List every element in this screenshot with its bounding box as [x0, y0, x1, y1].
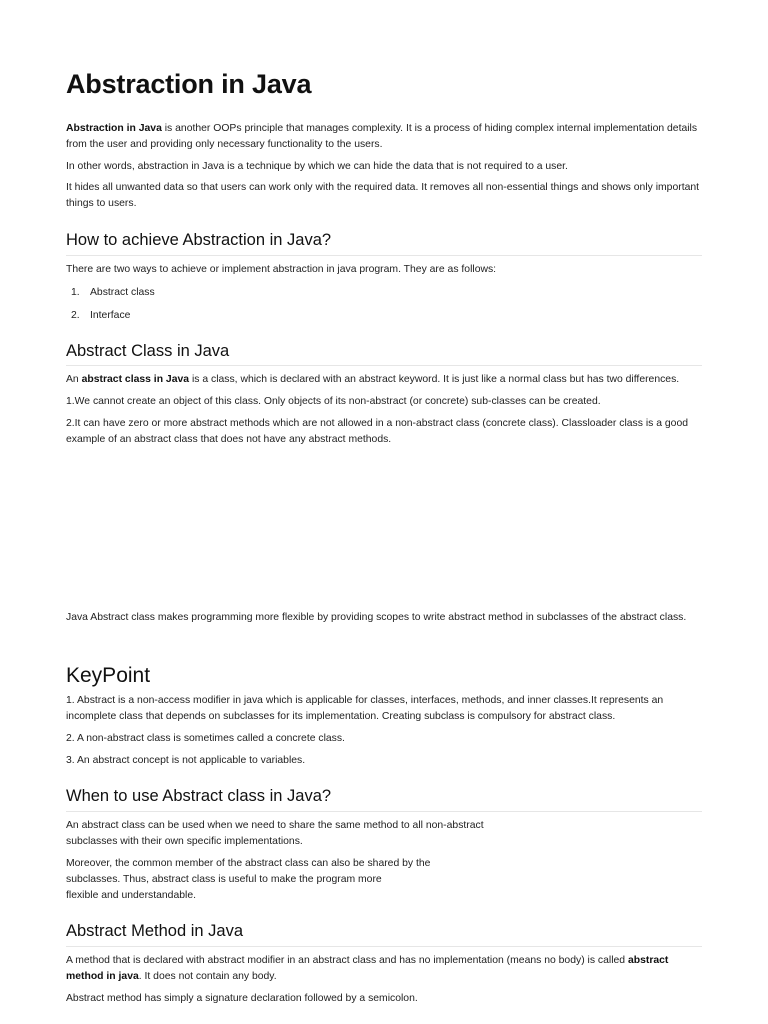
abstract-class-paragraph-2: 1.We cannot create an object of this class. Only objects of its non-abstract (or concrete) sub-classes can be created. [66, 396, 601, 407]
section-divider [66, 946, 702, 947]
when-to-use-paragraph-2 [66, 856, 702, 904]
section-heading-abstract-class: Abstract Class in Java [66, 342, 230, 360]
text-line: Moreover, the common member of the abstract class can also be shared by the [66, 858, 431, 869]
text-line: subclasses. Thus, abstract class is useful to make the program more [66, 874, 382, 885]
list-text: Interface [90, 310, 131, 321]
keypoint-paragraph-3: 3. An abstract concept is not applicable to variables. [66, 755, 306, 766]
text-span: is a class, which is declared with an abstract keyword. It is just like a normal class but has two differences. [189, 374, 680, 385]
section-heading-achieve: How to achieve Abstraction in Java? [66, 231, 332, 249]
intro-paragraph-2: In other words, abstraction in Java is a technique by which we can hide the data that is not required to a user. [66, 161, 568, 172]
abstract-class-paragraph-1 [66, 372, 702, 388]
abstract-method-paragraph-2: Abstract method has simply a signature declaration followed by a semicolon. [66, 993, 418, 1004]
list-number: 1. [71, 287, 80, 298]
abstract-class-bold-term: abstract class in Java [81, 374, 190, 385]
list-item [66, 285, 702, 301]
abstract-method-paragraph-1 [66, 953, 702, 985]
section-divider [66, 365, 702, 366]
list-number: 2. [71, 310, 80, 321]
intro-bold-term: Abstraction in Java [66, 123, 162, 134]
page-title: Abstraction in Java [66, 69, 312, 99]
when-to-use-paragraph-1 [66, 818, 702, 850]
abstract-class-paragraph-3: 2.It can have zero or more abstract methods which are not allowed in a non-abstract class (concrete class). Classloader class is a good example of an abstract class that does not have any abstract methods. [66, 418, 689, 445]
text-span: . It does not contain any body. [138, 971, 277, 982]
list-text: Abstract class [90, 287, 155, 298]
section-divider [66, 255, 702, 256]
section-heading-keypoint: KeyPoint [66, 664, 151, 687]
section-heading-when-to-use: When to use Abstract class in Java? [66, 787, 332, 805]
text-line: subclasses with their own specific implementations. [66, 836, 303, 847]
section-heading-abstract-method: Abstract Method in Java [66, 922, 244, 940]
achieve-lead: There are two ways to achieve or implement abstraction in java program. They are as follows: [66, 264, 497, 275]
keypoint-paragraph-2: 2. A non-abstract class is sometimes called a concrete class. [66, 733, 345, 744]
text-span: A method that is declared with abstract modifier in an abstract class and has no implementation (means no body) is called [66, 955, 628, 966]
intro-text: is another OOPs principle that manages complexity. It is a process of hiding complex internal implementation details from the user and providing only necessary functionality to the users. [66, 123, 698, 150]
text-span: An [66, 374, 82, 385]
keypoint-paragraph-1: 1. Abstract is a non-access modifier in java which is applicable for classes, interfaces, methods, and inner classes.It represents an incomplete class that depends on subclasses for its implementation. Creating subclass is compulsory for abstract class. [66, 695, 664, 722]
abstract-method-bold-term: abstract method in java [66, 955, 669, 982]
text-line: An abstract class can be used when we need to share the same method to all non-abstract [66, 820, 484, 831]
list-item [66, 308, 702, 324]
intro-paragraph-1 [66, 121, 702, 153]
section-divider [66, 811, 702, 812]
intro-paragraph-3: It hides all unwanted data so that users can work only with the required data. It removes all non-essential things and shows only important things to users. [66, 182, 700, 209]
abstract-class-paragraph-4: Java Abstract class makes programming more flexible by providing scopes to write abstract method in subclasses of the abstract class. [66, 612, 687, 623]
text-line: flexible and understandable. [66, 890, 196, 901]
